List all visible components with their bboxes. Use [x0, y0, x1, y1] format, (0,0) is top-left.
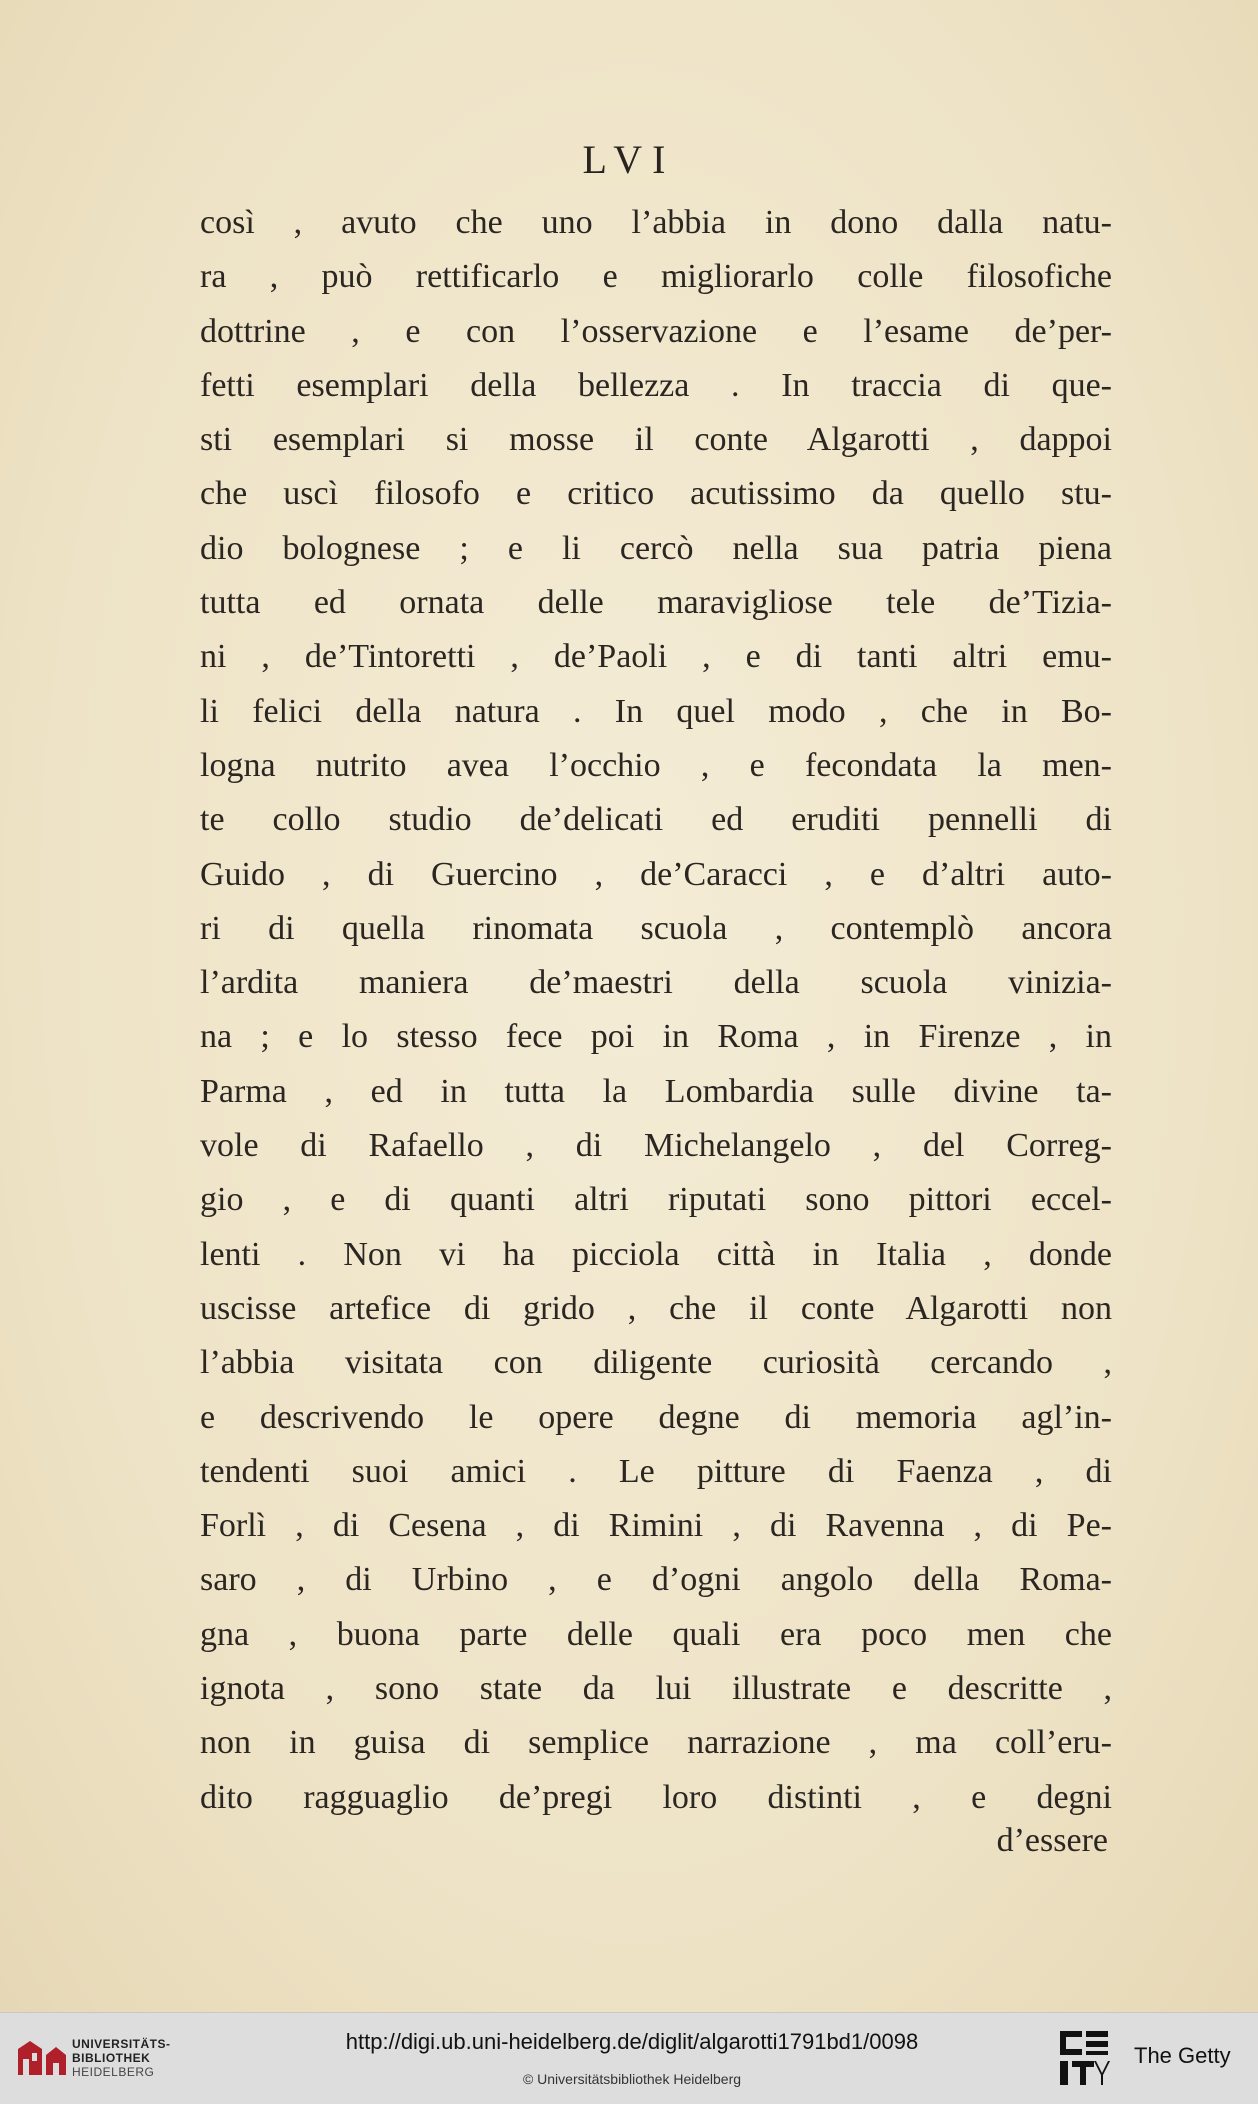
catchword: d’essere	[996, 1822, 1108, 1859]
text-line: logna nutrito avea l’occhio , e fecondata la men-	[200, 746, 1112, 784]
heidelberg-logo-icon	[12, 2035, 70, 2083]
text-line: che uscì filosofo e critico acutissimo da quello stu-	[200, 475, 1112, 513]
viewer-footer	[0, 2012, 1258, 2104]
text-line: dottrine , e con l’osservazione e l’esame de’per-	[200, 312, 1112, 350]
text-line: e descrivendo le opere degne di memoria agl’in-	[200, 1398, 1112, 1436]
text-line: ri di quella rinomata scuola , contemplò ancora	[200, 909, 1112, 947]
institution-line-2: BIBLIOTHEK	[72, 2051, 151, 2065]
page-number: LVI	[582, 137, 676, 182]
text-line: vole di Rafaello , di Michelangelo , del Correg-	[200, 1127, 1112, 1165]
text-line: uscisse artefice di grido , che il conte Algarotti non	[200, 1289, 1112, 1327]
text-line: ignota , sono state da lui illustrate e descritte ,	[200, 1670, 1112, 1708]
text-line: Parma , ed in tutta la Lombardia sulle divine ta-	[200, 1072, 1112, 1110]
text-line: te collo studio de’delicati ed eruditi pennelli di	[200, 801, 1112, 839]
text-line: l’abbia visitata con diligente curiosità cercando ,	[200, 1344, 1112, 1382]
institution-line-1: UNIVERSITÄTS-	[72, 2037, 171, 2051]
text-line: gna , buona parte delle quali era poco men che	[200, 1615, 1112, 1653]
text-line: l’ardita maniera de’maestri della scuola vinizia-	[200, 964, 1112, 1002]
text-line: ni , de’Tintoretti , de’Paoli , e di tanti altri emu-	[200, 638, 1112, 676]
text-line: na ; e lo stesso fece poi in Roma , in Firenze , in	[200, 1018, 1112, 1056]
institution-name	[72, 2037, 171, 2079]
body-text	[200, 196, 1112, 1825]
text-line: così , avuto che uno l’abbia in dono dalla natu-	[200, 204, 1112, 241]
text-line: lenti . Non vi ha picciola città in Italia , donde	[200, 1235, 1112, 1273]
text-line: dito ragguaglio de’pregi loro distinti , e degni	[200, 1778, 1112, 1816]
text-line: saro , di Urbino , e d’ogni angolo della Roma-	[200, 1561, 1112, 1599]
partner-name: The Getty	[1134, 2043, 1231, 2068]
text-line: tendenti suoi amici . Le pitture di Faenza , di	[200, 1452, 1112, 1490]
getty-logo-icon	[1058, 2029, 1110, 2087]
text-line: ra , può rettificarlo e migliorarlo colle filosofiche	[200, 258, 1112, 296]
text-line: gio , e di quanti altri riputati sono pittori eccel-	[200, 1181, 1112, 1219]
text-line: tutta ed ornata delle maravigliose tele de’Tizia-	[200, 584, 1112, 622]
text-line: fetti esemplari della bellezza . In traccia di que-	[200, 366, 1112, 404]
text-line: dio bolognese ; e li cercò nella sua patria piena	[200, 529, 1112, 567]
source-url-link[interactable]: http://digi.ub.uni-heidelberg.de/diglit/algarotti1791bd1/0098	[345, 2029, 919, 2054]
copyright-text: © Universitätsbibliothek Heidelberg	[522, 2071, 742, 2087]
text-line: Forlì , di Cesena , di Rimini , di Ravenna , di Pe-	[200, 1507, 1112, 1545]
text-line: sti esemplari si mosse il conte Algarotti , dappoi	[200, 421, 1112, 459]
text-line: Guido , di Guercino , de’Caracci , e d’altri auto-	[200, 855, 1112, 893]
text-line: non in guisa di semplice narrazione , ma coll’eru-	[200, 1724, 1112, 1762]
institution-city: HEIDELBERG	[72, 2065, 155, 2079]
text-line: li felici della natura . In quel modo , che in Bo-	[200, 692, 1112, 730]
